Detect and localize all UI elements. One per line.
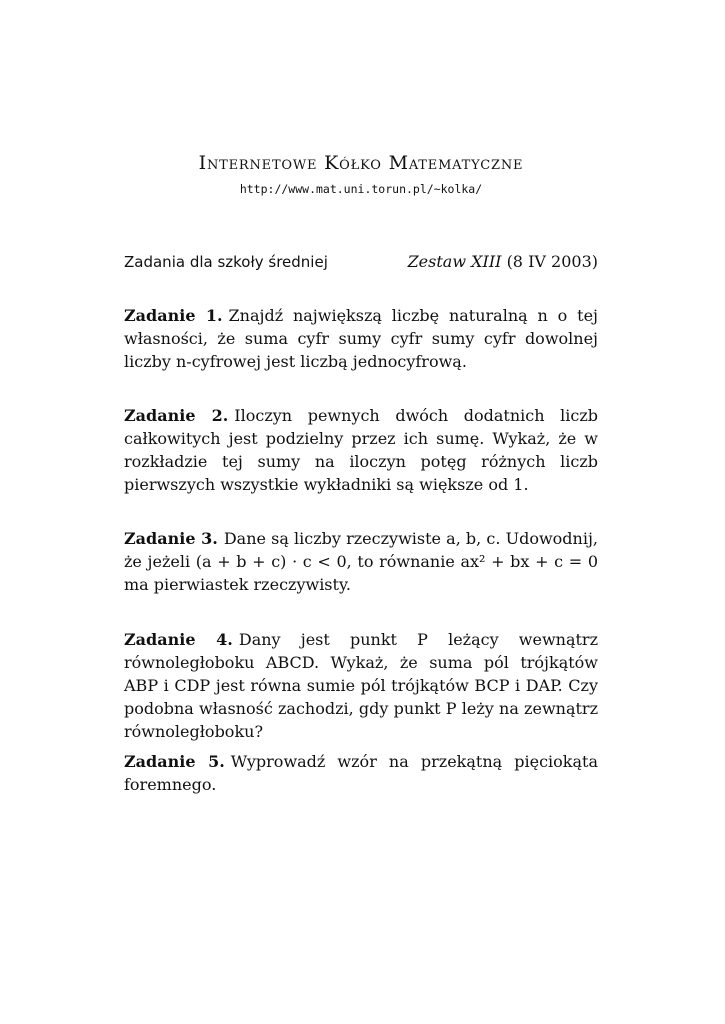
document-url[interactable]: http://www.mat.uni.torun.pl/~kolka/ bbox=[239, 182, 483, 196]
task-3 bbox=[124, 527, 598, 596]
task-4 bbox=[124, 628, 598, 743]
task-label: Zadanie 1. bbox=[124, 306, 223, 325]
document-page bbox=[124, 0, 598, 1024]
task-label: Zadanie 4. bbox=[124, 630, 233, 649]
task-5 bbox=[124, 750, 598, 796]
task-label: Zadanie 5. bbox=[124, 752, 225, 771]
task-text: Dany jest punkt P leżący wewnątrz równoległoboku ABCD. Wykaż, że suma pól trójkątów ABP i CDP jest równa sumie pól trójkątów BCP i DAP. Czy podobna własność zachodzi, gdy punkt P leży na zewnątrz równoległoboku? bbox=[124, 630, 599, 741]
set-name: Zestaw XIII bbox=[407, 252, 502, 271]
task-label: Zadanie 2. bbox=[124, 406, 229, 425]
task-2 bbox=[124, 404, 598, 496]
document-title: Internetowe Kółko Matematyczne bbox=[198, 152, 524, 174]
task-text: Znajdź największą liczbę naturalną n o tej własności, że suma cyfr sumy cyfr sumy cyfr dowolnej liczby n-cyfrowej jest liczbą jednocyfrową. bbox=[124, 306, 599, 371]
header-row bbox=[124, 252, 598, 271]
set-info bbox=[408, 252, 598, 271]
set-date: (8 IV 2003) bbox=[506, 252, 598, 271]
task-text: Dane są liczby rzeczywiste a, b, c. Udowodnij, że jeżeli (a + b + c) · c < 0, to równanie ax² + bx + c = 0 ma pierwiastek rzeczywisty. bbox=[124, 529, 599, 594]
task-text: Wyprowadź wzór na przekątną pięciokąta foremnego. bbox=[124, 752, 599, 794]
task-text: Iloczyn pewnych dwóch dodatnich liczb całkowitych jest podzielny przez ich sumę. Wykaż, że w rozkładzie tej sumy na iloczyn potęg różnych liczb pierwszych wszystkie wykładniki są większe od 1. bbox=[124, 406, 599, 494]
task-label: Zadanie 3. bbox=[124, 529, 218, 548]
task-1 bbox=[124, 304, 598, 373]
school-level: Zadania dla szkoły średniej bbox=[124, 253, 328, 271]
